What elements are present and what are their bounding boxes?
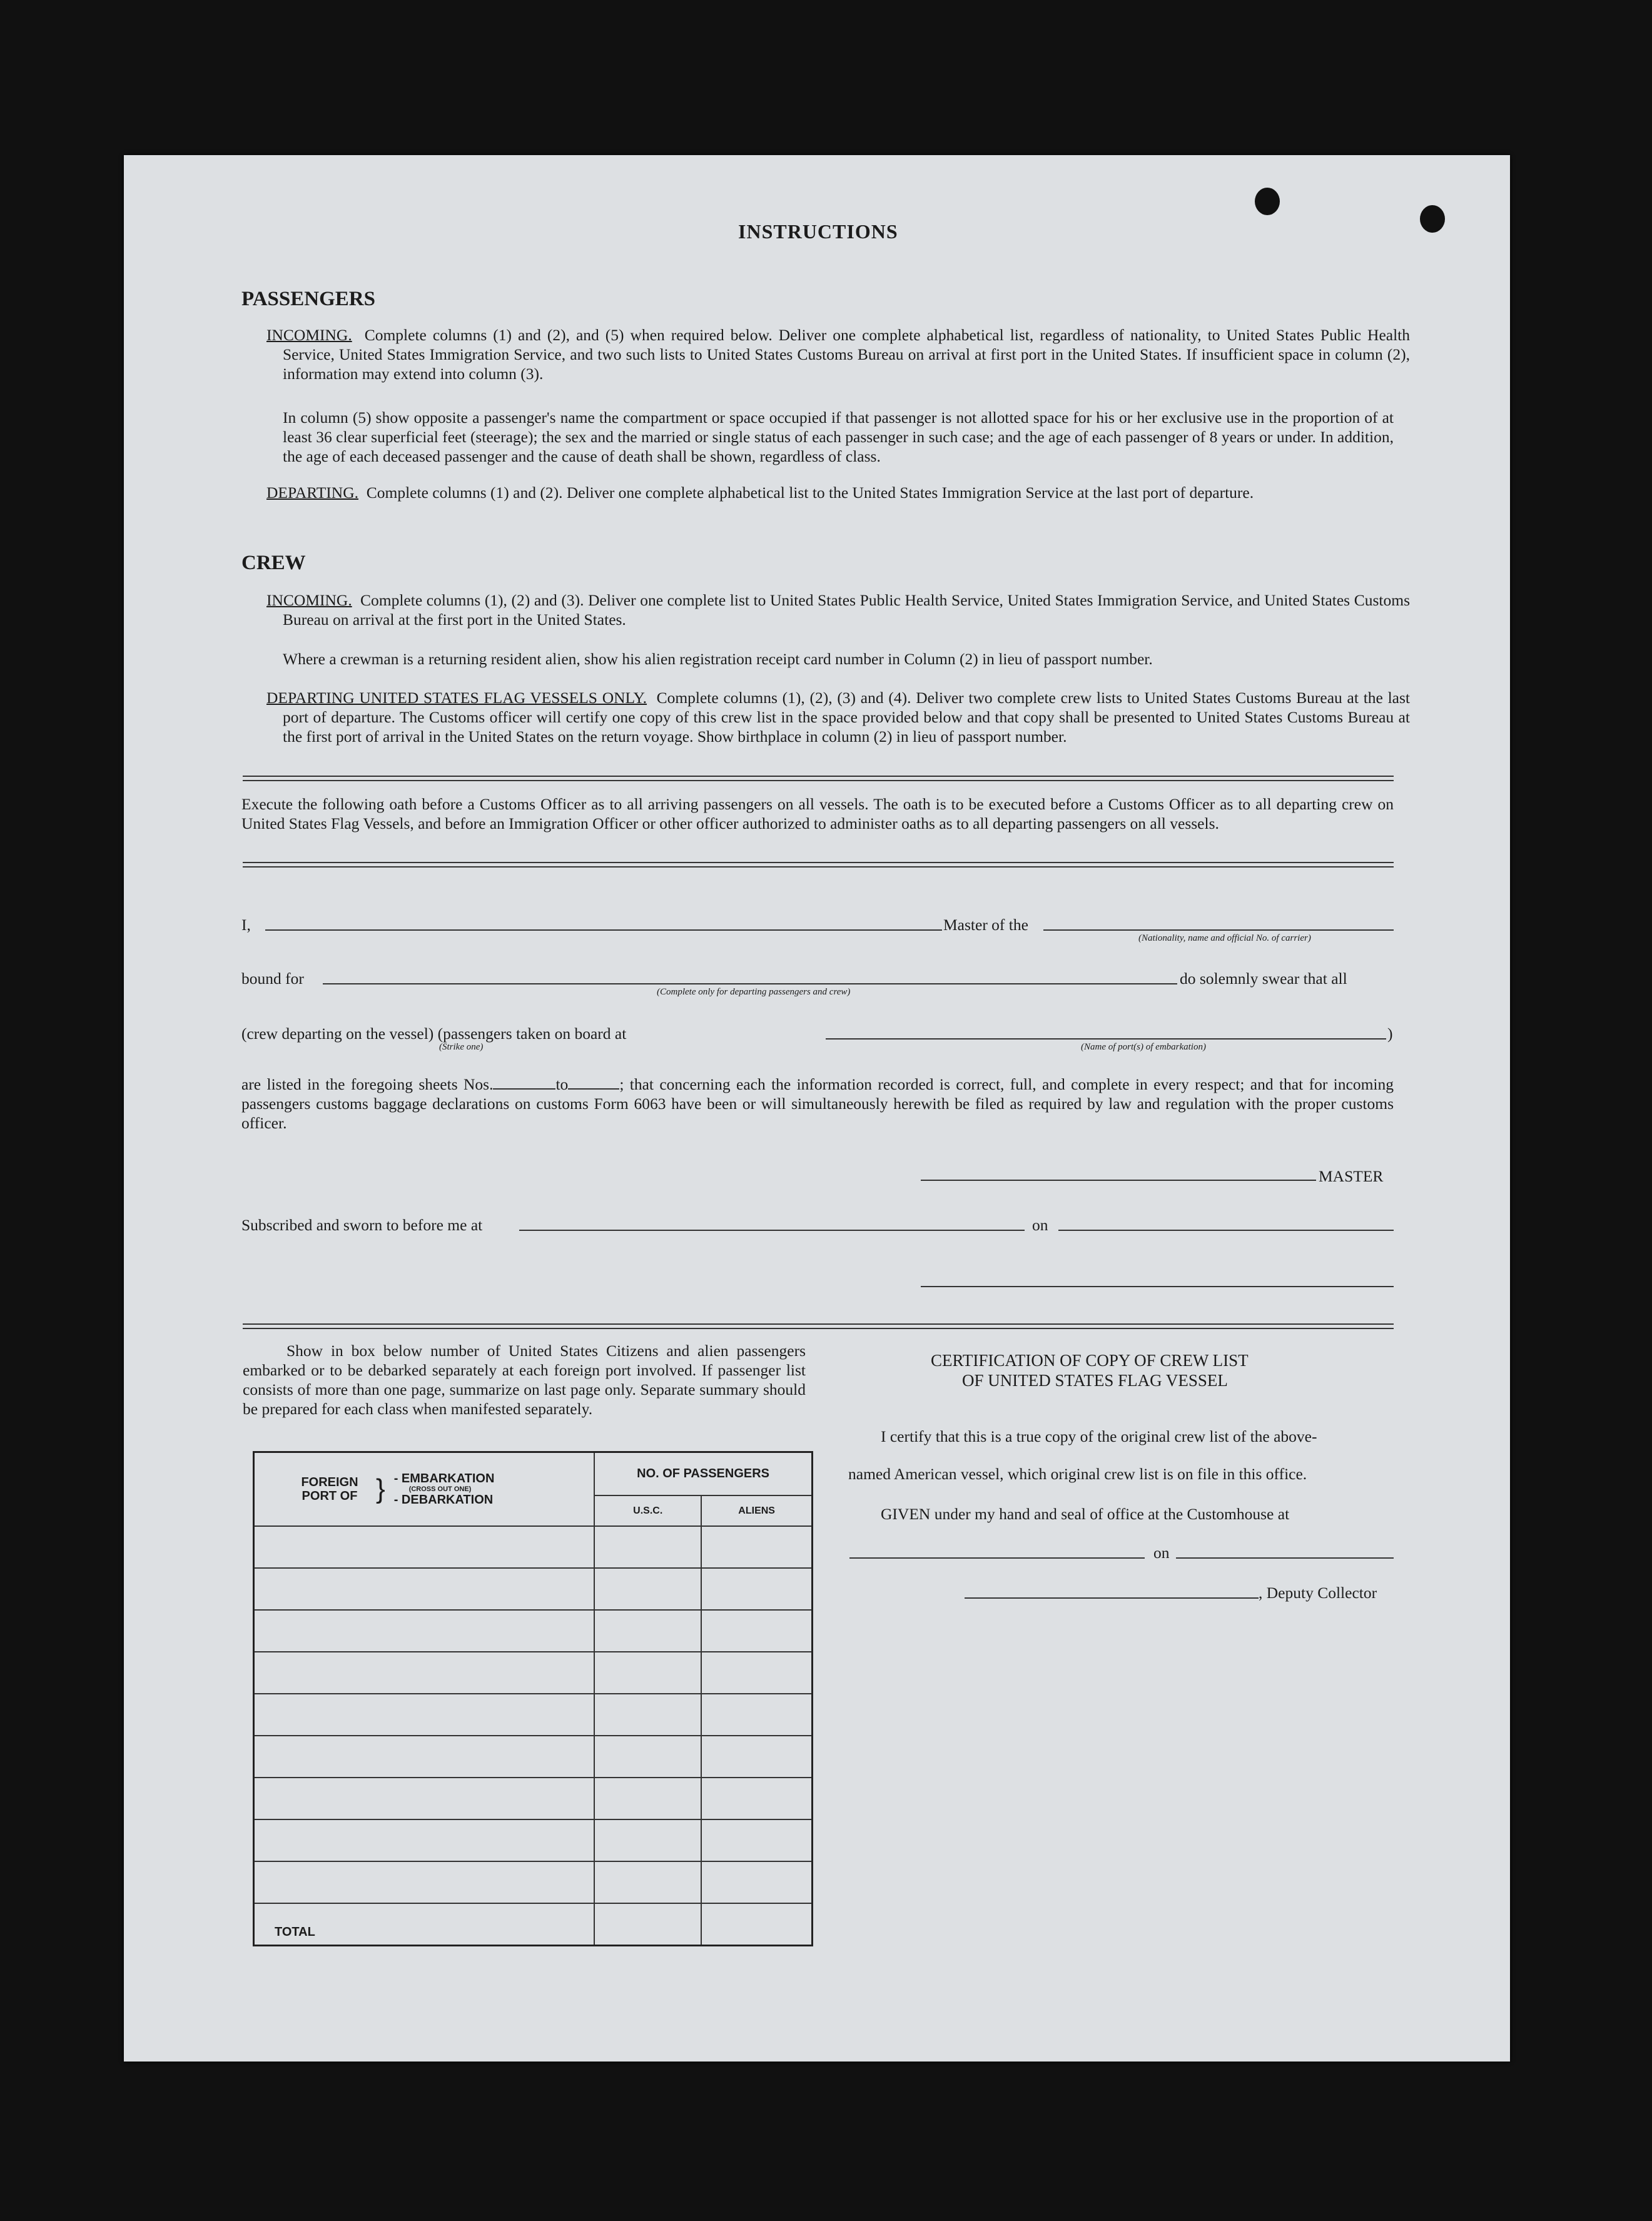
brace-icon: }	[376, 1474, 385, 1505]
carrier-field[interactable]	[1043, 929, 1394, 931]
aliens-cell[interactable]	[701, 1652, 812, 1694]
usc-cell[interactable]	[594, 1610, 701, 1652]
listed-paragraph	[241, 1075, 1394, 1133]
swear-label: do solemnly swear that all	[1180, 969, 1347, 988]
listed-text-b: ; that concerning each the information recorded is correct, full, and complete in every respect; and that for incoming passengers customs baggage declarations on customs Form 6063 have been or will simultaneously herewith be filed as required by law and regulation with the proper customs officer.	[241, 1075, 1394, 1132]
certification-heading-2: OF UNITED STATES FLAG VESSEL	[962, 1371, 1228, 1390]
embarkation-label: - EMBARKATION	[393, 1472, 495, 1486]
usc-cell[interactable]	[594, 1694, 701, 1736]
passengers-departing-paragraph	[266, 483, 1410, 502]
foreign-port-header	[254, 1452, 595, 1527]
master-name-field[interactable]	[265, 929, 942, 931]
passengers-departing-label: DEPARTING.	[266, 483, 358, 502]
usc-cell[interactable]	[594, 1778, 701, 1819]
ports-caption: (Name of port(s) of embarkation)	[1081, 1042, 1206, 1052]
port-cell[interactable]	[254, 1526, 595, 1568]
port-cell[interactable]	[254, 1736, 595, 1778]
close-paren: )	[1387, 1024, 1393, 1043]
usc-total-cell[interactable]	[594, 1903, 701, 1945]
port-cell[interactable]	[254, 1610, 595, 1652]
strike-one-caption: (Strike one)	[439, 1042, 484, 1052]
total-label: TOTAL	[254, 1903, 595, 1945]
sworn-on-label: on	[1032, 1216, 1048, 1234]
sheet-to-field[interactable]	[568, 1077, 619, 1090]
punch-hole-left	[1255, 188, 1280, 215]
port-cell[interactable]	[254, 1568, 595, 1610]
passengers-incoming-label: INCOMING.	[266, 326, 352, 344]
port-cell[interactable]	[254, 1694, 595, 1736]
certification-text-1: I certify that this is a true copy of the original crew list of the above-	[881, 1427, 1317, 1445]
aliens-cell[interactable]	[701, 1861, 812, 1903]
bound-for-field[interactable]	[323, 983, 1177, 984]
crew-incoming-label: INCOMING.	[266, 591, 352, 609]
deputy-collector-label: , Deputy Collector	[1259, 1584, 1377, 1602]
crew-resident-paragraph: Where a crewman is a returning resident alien, show his alien registration receipt card number in Column (2) in lieu of passport number.	[283, 650, 1153, 668]
crew-departing-text: Complete columns (1), (2), (3) and (4). Deliver two complete crew lists to United States Customs Bureau at the last port of departure. The Customs officer will certify one copy of this crew list in the space provided below and that copy shall be presented to United States Customs Bureau at the first port of arrival in the United States on the return voyage. Show birthplace in column (2) in lieu of passport number.	[283, 689, 1410, 746]
aliens-total-cell[interactable]	[701, 1903, 812, 1945]
usc-cell[interactable]	[594, 1652, 701, 1694]
port-cell[interactable]	[254, 1861, 595, 1903]
divider-oath	[243, 862, 1394, 868]
document-page	[124, 155, 1510, 2062]
summary-instructions: Show in box below number of United States Citizens and alien passengers embarked or to be debarked separately at each foreign port involved. If passenger list consists of more than one page, summarize on last page only. Separate summary should be prepared for each class when manifested separately.	[243, 1342, 806, 1418]
certification-text-2: named American vessel, which original crew list is on file in this office.	[848, 1465, 1307, 1483]
no-passengers-header: NO. OF PASSENGERS	[594, 1452, 812, 1495]
certification-on: on	[1153, 1544, 1170, 1562]
passenger-summary-table	[253, 1451, 813, 1946]
aliens-header: ALIENS	[701, 1495, 812, 1527]
passengers-column5-paragraph: In column (5) show opposite a passenger's name the compartment or space occupied if that passenger is not allotted space for his or her exclusive use in the proportion of at least 36 clear superficial feet (steerage); the sex and the married or single status of each passenger in such case; and the age of each passenger of 8 years or under. In addition, the age of each deceased passenger and the cause of death shall be shown, regardless of class.	[283, 408, 1394, 465]
usc-cell[interactable]	[594, 1526, 701, 1568]
sworn-date-field[interactable]	[1058, 1230, 1394, 1231]
sheet-from-field[interactable]	[493, 1077, 555, 1090]
divider-top	[243, 776, 1394, 781]
usc-cell[interactable]	[594, 1819, 701, 1861]
crew-departing-label: DEPARTING UNITED STATES FLAG VESSELS ONLY.	[266, 689, 647, 707]
port-cell[interactable]	[254, 1778, 595, 1819]
aliens-cell[interactable]	[701, 1819, 812, 1861]
passengers-heading: PASSENGERS	[241, 288, 375, 310]
customhouse-field[interactable]	[849, 1557, 1145, 1559]
aliens-cell[interactable]	[701, 1526, 812, 1568]
listed-text-a: are listed in the foregoing sheets Nos.	[241, 1075, 494, 1093]
crew-departing-paragraph	[266, 688, 1410, 746]
certification-given: GIVEN under my hand and seal of office at the Customhouse at	[881, 1505, 1290, 1523]
divider-bottom	[243, 1323, 1394, 1329]
certification-heading-1: CERTIFICATION OF COPY OF CREW LIST	[931, 1351, 1249, 1370]
complete-only-caption: (Complete only for departing passengers and crew)	[657, 987, 851, 997]
master-label: MASTER	[1319, 1167, 1384, 1185]
officer-signature-field[interactable]	[921, 1286, 1394, 1287]
port-cell[interactable]	[254, 1819, 595, 1861]
debarkation-label: - DEBARKATION	[393, 1493, 494, 1507]
aliens-cell[interactable]	[701, 1694, 812, 1736]
aliens-cell[interactable]	[701, 1610, 812, 1652]
crew-departing-label-text: (crew departing on the vessel) (passengers taken on board at	[241, 1024, 627, 1043]
port-cell[interactable]	[254, 1652, 595, 1694]
sworn-place-field[interactable]	[519, 1230, 1025, 1231]
crew-incoming-paragraph	[266, 590, 1410, 629]
cross-out-label: (CROSS OUT ONE)	[408, 1485, 472, 1494]
bound-for-label: bound for	[241, 969, 304, 988]
crew-incoming-text: Complete columns (1), (2) and (3). Deliver one complete list to United States Public Health Service, United States Immigration Service, and United States Customs Bureau on arrival at the first port in the United States.	[283, 591, 1411, 629]
passengers-incoming-paragraph	[266, 325, 1410, 383]
oath-intro-paragraph: Execute the following oath before a Customs Officer as to all arriving passengers on all vessels. The oath is to be executed before a Customs Officer as to all departing crew on United States Flag Vessels, and before an Immigration Officer or other officer authorized to administer oaths as to all departing passengers on all vessels.	[241, 795, 1394, 832]
subscribed-label: Subscribed and sworn to before me at	[241, 1216, 483, 1234]
usc-cell[interactable]	[594, 1861, 701, 1903]
crew-heading: CREW	[241, 552, 306, 574]
page-title: INSTRUCTIONS	[738, 220, 898, 243]
passengers-incoming-text: Complete columns (1) and (2), and (5) when required below. Deliver one complete alphabetical list, regardless of nationality, to United States Public Health Service, United States Immigration Service, and two such lists to United States Customs Bureau on arrival at first port in the United States. If insufficient space in column (2), information may extend into column (3).	[283, 326, 1410, 383]
nationality-caption: (Nationality, name and official No. of carrier)	[1138, 933, 1311, 943]
aliens-cell[interactable]	[701, 1736, 812, 1778]
aliens-cell[interactable]	[701, 1778, 812, 1819]
certification-date-field[interactable]	[1176, 1557, 1394, 1559]
master-signature-field[interactable]	[921, 1180, 1316, 1181]
usc-cell[interactable]	[594, 1568, 701, 1610]
passengers-departing-text: Complete columns (1) and (2). Deliver one complete alphabetical list to the United States Immigration Service at the last port of departure.	[366, 483, 1254, 502]
oath-i-label: I,	[241, 916, 251, 934]
port-embarkation-field[interactable]	[826, 1038, 1386, 1040]
punch-hole-right	[1420, 205, 1445, 233]
foreign-port-label: FOREIGN PORT OF	[301, 1475, 358, 1504]
master-of-label: Master of the	[943, 916, 1028, 934]
listed-to: to	[555, 1075, 569, 1093]
aliens-cell[interactable]	[701, 1568, 812, 1610]
usc-header: U.S.C.	[594, 1495, 701, 1527]
usc-cell[interactable]	[594, 1736, 701, 1778]
deputy-signature-field[interactable]	[965, 1597, 1259, 1599]
